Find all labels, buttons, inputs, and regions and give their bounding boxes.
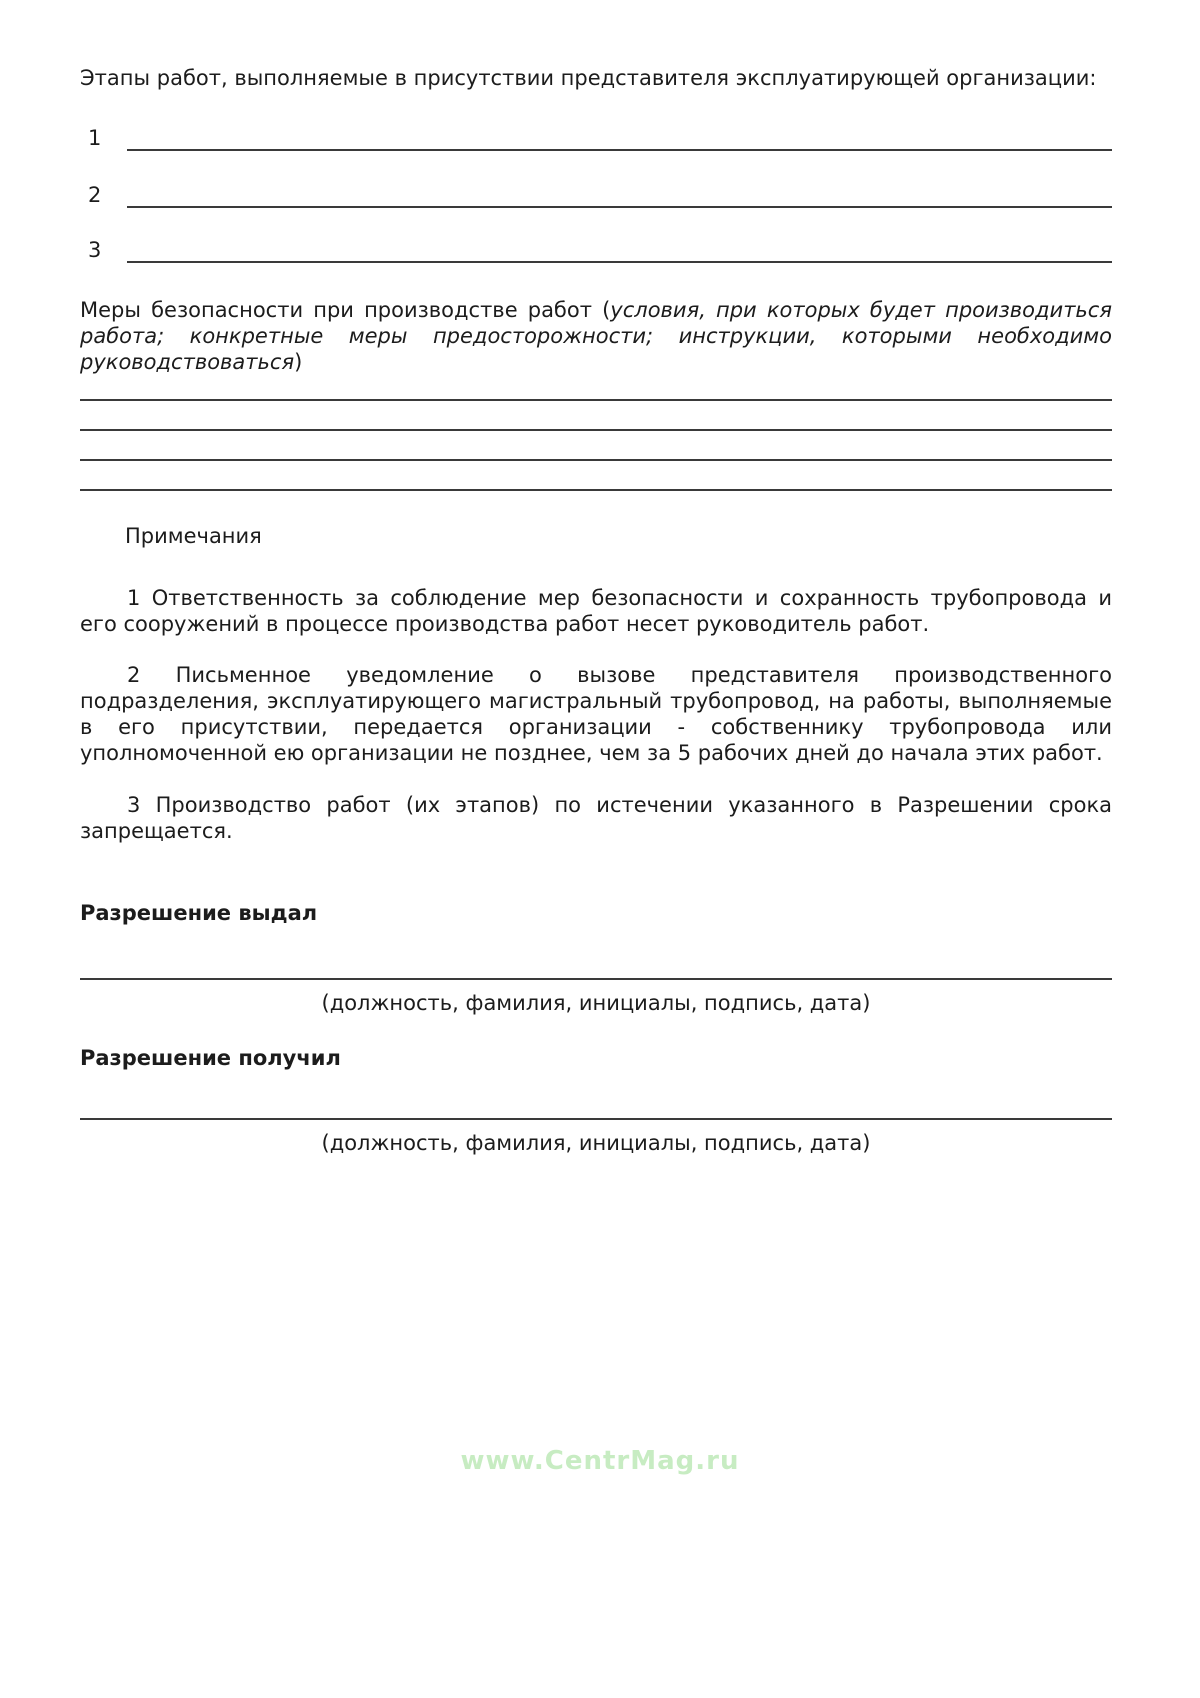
stage-row-2	[80, 182, 1112, 208]
stage-number-2: 2	[88, 183, 102, 207]
safety-close-paren: )	[294, 350, 303, 374]
stage-fill-line-3[interactable]	[127, 237, 1112, 263]
safety-intro-text: Меры безопасности при производстве работ (	[80, 298, 611, 322]
stage-number-3: 3	[88, 238, 102, 262]
permit-received-label: Разрешение получил	[80, 1046, 341, 1070]
note-paragraph-2: 2 Письменное уведомление о вызове представителя производственного подразделения, эксплуатирующего магистральный трубопровод, на работы, выполняемые в его присутствии, передается организации - собственнику трубопровода или уполномоченной ею организации не позднее, чем за 5 рабочих дней до начала этих работ.	[80, 663, 1112, 765]
blank-fill-line-2[interactable]	[80, 429, 1112, 431]
stage-number-1: 1	[88, 126, 102, 150]
note-paragraph-3: 3 Производство работ (их этапов) по истечении указанного в Разрешении срока запрещается.	[80, 793, 1112, 843]
safety-italic-text: условия, при которых будет производиться работа; конкретные меры предосторожности; инструкции, которыми необходимо руководствоваться	[80, 298, 1112, 374]
stage-fill-line-1[interactable]	[127, 125, 1112, 151]
note-paragraph-1: 1 Ответственность за соблюдение мер безопасности и сохранность трубопровода и его сооружений в процессе производства работ несет руководитель работ.	[80, 586, 1112, 636]
stage-row-1	[80, 125, 1112, 151]
stages-heading: Этапы работ, выполняемые в присутствии представителя эксплуатирующей организации:	[80, 66, 1097, 90]
notes-heading: Примечания	[125, 524, 262, 548]
signature-line-received[interactable]	[80, 1118, 1112, 1120]
permit-issued-label: Разрешение выдал	[80, 901, 318, 925]
safety-measures-paragraph	[80, 297, 1112, 375]
stage-row-3	[80, 237, 1112, 263]
signature-line-issued[interactable]	[80, 978, 1112, 980]
blank-fill-line-4[interactable]	[80, 489, 1112, 491]
blank-fill-line-1[interactable]	[80, 399, 1112, 401]
watermark: www.CentrMag.ru	[460, 1446, 740, 1476]
signature-caption-received: (должность, фамилия, инициалы, подпись, дата)	[321, 1131, 871, 1155]
blank-fill-line-3[interactable]	[80, 459, 1112, 461]
signature-caption-issued: (должность, фамилия, инициалы, подпись, дата)	[321, 991, 871, 1015]
stage-fill-line-2[interactable]	[127, 182, 1112, 208]
